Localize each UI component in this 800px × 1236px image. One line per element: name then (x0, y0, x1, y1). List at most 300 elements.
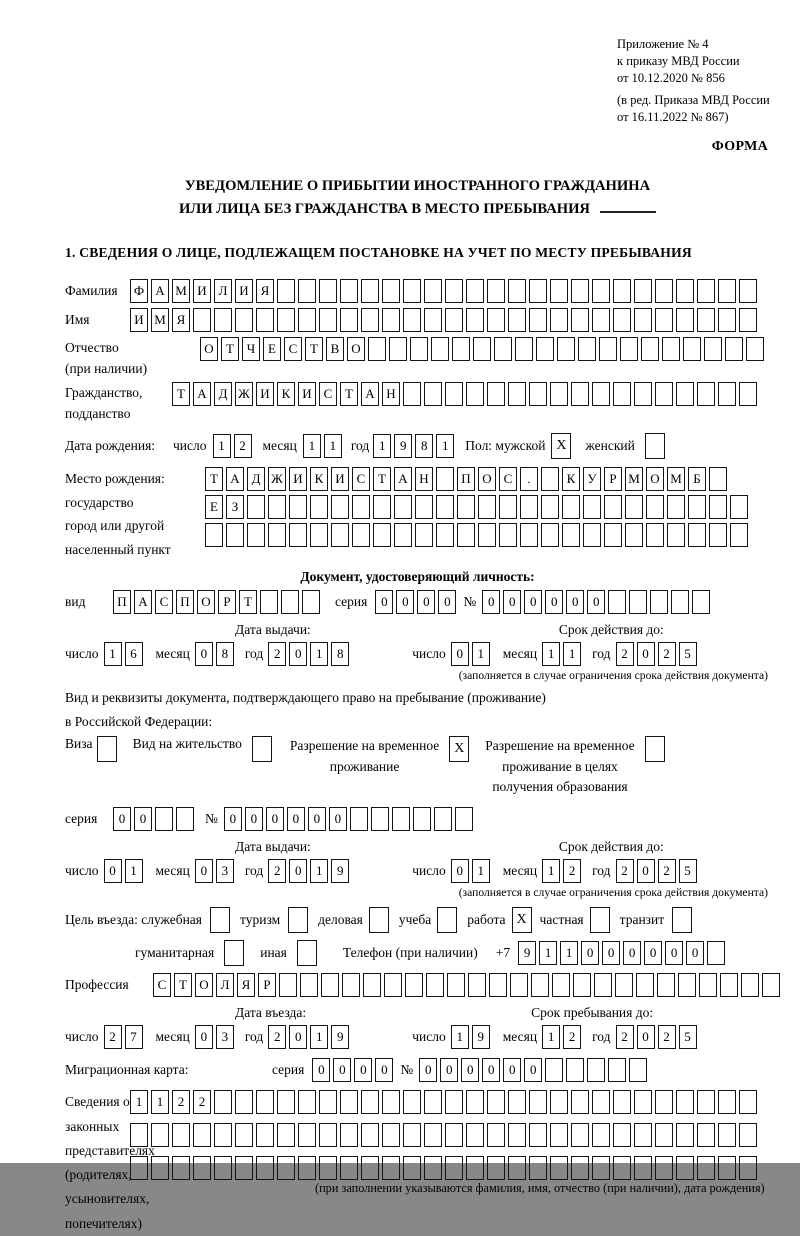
char-cell[interactable] (613, 308, 631, 332)
char-cell[interactable] (529, 1090, 547, 1114)
char-cell[interactable]: 0 (195, 859, 213, 883)
char-cell[interactable] (193, 308, 211, 332)
char-cell[interactable]: 8 (331, 642, 349, 666)
char-cell[interactable] (193, 1156, 211, 1180)
char-cell[interactable]: 0 (396, 590, 414, 614)
char-cell[interactable] (235, 1090, 253, 1114)
char-cell[interactable]: Д (247, 467, 265, 491)
char-cell[interactable]: 2 (658, 1025, 676, 1049)
char-cell[interactable]: 0 (602, 941, 620, 965)
char-cell[interactable] (692, 590, 710, 614)
char-cell[interactable] (730, 523, 748, 547)
char-cell[interactable]: Т (172, 382, 190, 406)
char-cell[interactable] (352, 523, 370, 547)
char-cell[interactable] (371, 807, 389, 831)
char-cell[interactable] (321, 973, 339, 997)
char-cell[interactable]: 1 (104, 642, 122, 666)
char-cell[interactable] (613, 279, 631, 303)
char-cell[interactable] (707, 941, 725, 965)
char-cell[interactable] (709, 495, 727, 519)
char-cell[interactable] (571, 1090, 589, 1114)
char-cell[interactable]: 7 (125, 1025, 143, 1049)
char-cell[interactable]: 0 (224, 807, 242, 831)
char-cell[interactable] (457, 495, 475, 519)
char-cell[interactable]: 0 (266, 807, 284, 831)
char-cell[interactable]: П (457, 467, 475, 491)
char-cell[interactable] (392, 807, 410, 831)
char-cell[interactable] (445, 279, 463, 303)
char-cell[interactable]: 2 (563, 1025, 581, 1049)
char-cell[interactable]: 1 (539, 941, 557, 965)
char-cell[interactable] (508, 308, 526, 332)
char-cell[interactable] (172, 1123, 190, 1147)
char-cell[interactable] (279, 973, 297, 997)
char-cell[interactable] (424, 1090, 442, 1114)
residence-checkbox[interactable] (252, 736, 272, 762)
char-cell[interactable]: 2 (658, 642, 676, 666)
char-cell[interactable]: Т (340, 382, 358, 406)
char-cell[interactable] (319, 1156, 337, 1180)
char-cell[interactable]: 1 (542, 642, 560, 666)
char-cell[interactable] (520, 495, 538, 519)
char-cell[interactable] (562, 495, 580, 519)
char-cell[interactable] (487, 308, 505, 332)
char-cell[interactable]: Е (263, 337, 281, 361)
char-cell[interactable] (277, 1123, 295, 1147)
char-cell[interactable]: 2 (268, 859, 286, 883)
char-cell[interactable]: 0 (503, 1058, 521, 1082)
char-cell[interactable]: 1 (125, 859, 143, 883)
char-cell[interactable] (667, 523, 685, 547)
char-cell[interactable] (277, 308, 295, 332)
char-cell[interactable] (625, 523, 643, 547)
char-cell[interactable] (550, 1156, 568, 1180)
char-cell[interactable] (583, 495, 601, 519)
char-cell[interactable]: И (130, 308, 148, 332)
char-cell[interactable] (289, 523, 307, 547)
char-cell[interactable]: 9 (472, 1025, 490, 1049)
char-cell[interactable] (478, 495, 496, 519)
char-cell[interactable]: И (235, 279, 253, 303)
char-cell[interactable]: Т (174, 973, 192, 997)
char-cell[interactable] (613, 1156, 631, 1180)
char-cell[interactable]: 1 (542, 859, 560, 883)
char-cell[interactable]: 9 (331, 1025, 349, 1049)
char-cell[interactable] (550, 308, 568, 332)
female-checkbox[interactable] (645, 433, 665, 459)
char-cell[interactable] (573, 973, 591, 997)
char-cell[interactable]: Т (221, 337, 239, 361)
char-cell[interactable] (424, 308, 442, 332)
char-cell[interactable] (310, 523, 328, 547)
char-cell[interactable] (587, 1058, 605, 1082)
char-cell[interactable] (571, 1156, 589, 1180)
char-cell[interactable] (655, 308, 673, 332)
char-cell[interactable] (709, 467, 727, 491)
char-cell[interactable] (172, 1156, 190, 1180)
char-cell[interactable]: 0 (644, 941, 662, 965)
char-cell[interactable] (403, 1123, 421, 1147)
char-cell[interactable] (445, 1090, 463, 1114)
char-cell[interactable] (298, 308, 316, 332)
char-cell[interactable]: 2 (616, 859, 634, 883)
char-cell[interactable] (697, 1090, 715, 1114)
char-cell[interactable] (382, 1156, 400, 1180)
char-cell[interactable]: О (200, 337, 218, 361)
char-cell[interactable]: Е (205, 495, 223, 519)
char-cell[interactable] (413, 807, 431, 831)
char-cell[interactable] (739, 1123, 757, 1147)
male-checkbox[interactable]: X (551, 433, 571, 459)
char-cell[interactable]: Ж (235, 382, 253, 406)
char-cell[interactable] (445, 1156, 463, 1180)
char-cell[interactable] (415, 495, 433, 519)
char-cell[interactable]: 1 (563, 642, 581, 666)
char-cell[interactable] (671, 590, 689, 614)
char-cell[interactable]: К (562, 467, 580, 491)
char-cell[interactable]: 0 (134, 807, 152, 831)
char-cell[interactable] (447, 973, 465, 997)
char-cell[interactable] (676, 1090, 694, 1114)
char-cell[interactable] (688, 523, 706, 547)
char-cell[interactable] (599, 337, 617, 361)
char-cell[interactable] (352, 495, 370, 519)
char-cell[interactable] (739, 279, 757, 303)
char-cell[interactable] (340, 308, 358, 332)
char-cell[interactable]: 1 (151, 1090, 169, 1114)
char-cell[interactable]: А (394, 467, 412, 491)
char-cell[interactable]: 0 (482, 1058, 500, 1082)
char-cell[interactable] (634, 382, 652, 406)
char-cell[interactable]: 0 (665, 941, 683, 965)
char-cell[interactable]: 2 (104, 1025, 122, 1049)
char-cell[interactable]: С (319, 382, 337, 406)
char-cell[interactable] (340, 1090, 358, 1114)
char-cell[interactable] (319, 1090, 337, 1114)
char-cell[interactable]: 2 (268, 1025, 286, 1049)
char-cell[interactable] (298, 1090, 316, 1114)
char-cell[interactable] (531, 973, 549, 997)
char-cell[interactable]: 1 (373, 434, 391, 458)
char-cell[interactable]: Т (305, 337, 323, 361)
char-cell[interactable]: А (134, 590, 152, 614)
char-cell[interactable] (302, 590, 320, 614)
char-cell[interactable]: 0 (524, 590, 542, 614)
purpose-work-checkbox[interactable]: X (512, 907, 532, 933)
char-cell[interactable]: 0 (375, 590, 393, 614)
char-cell[interactable] (373, 495, 391, 519)
char-cell[interactable]: 0 (289, 642, 307, 666)
char-cell[interactable] (340, 279, 358, 303)
char-cell[interactable] (489, 973, 507, 997)
purpose-humanitarian-checkbox[interactable] (224, 940, 244, 966)
char-cell[interactable] (342, 973, 360, 997)
char-cell[interactable]: И (298, 382, 316, 406)
char-cell[interactable]: 0 (354, 1058, 372, 1082)
char-cell[interactable] (704, 337, 722, 361)
char-cell[interactable] (720, 973, 738, 997)
char-cell[interactable] (499, 495, 517, 519)
char-cell[interactable] (405, 973, 423, 997)
char-cell[interactable]: М (151, 308, 169, 332)
char-cell[interactable]: 0 (440, 1058, 458, 1082)
char-cell[interactable] (499, 523, 517, 547)
char-cell[interactable] (487, 1156, 505, 1180)
rvp-checkbox[interactable]: X (449, 736, 469, 762)
char-cell[interactable]: 0 (451, 859, 469, 883)
char-cell[interactable] (529, 308, 547, 332)
char-cell[interactable] (718, 382, 736, 406)
char-cell[interactable]: 1 (542, 1025, 560, 1049)
char-cell[interactable] (699, 973, 717, 997)
char-cell[interactable] (604, 523, 622, 547)
char-cell[interactable]: О (195, 973, 213, 997)
char-cell[interactable]: 3 (216, 859, 234, 883)
char-cell[interactable] (361, 308, 379, 332)
char-cell[interactable] (718, 1090, 736, 1114)
char-cell[interactable] (319, 308, 337, 332)
char-cell[interactable]: 0 (637, 859, 655, 883)
char-cell[interactable]: Т (373, 467, 391, 491)
char-cell[interactable] (331, 495, 349, 519)
char-cell[interactable]: 2 (172, 1090, 190, 1114)
char-cell[interactable] (676, 1123, 694, 1147)
char-cell[interactable]: 1 (310, 1025, 328, 1049)
char-cell[interactable] (361, 1156, 379, 1180)
char-cell[interactable] (298, 279, 316, 303)
char-cell[interactable] (403, 1156, 421, 1180)
char-cell[interactable] (277, 1156, 295, 1180)
char-cell[interactable] (646, 523, 664, 547)
char-cell[interactable]: 0 (312, 1058, 330, 1082)
char-cell[interactable] (508, 1123, 526, 1147)
char-cell[interactable]: Я (172, 308, 190, 332)
char-cell[interactable] (260, 590, 278, 614)
char-cell[interactable]: 5 (679, 1025, 697, 1049)
char-cell[interactable]: 1 (560, 941, 578, 965)
char-cell[interactable] (592, 1156, 610, 1180)
char-cell[interactable]: 1 (310, 859, 328, 883)
char-cell[interactable]: 5 (679, 642, 697, 666)
char-cell[interactable]: С (352, 467, 370, 491)
char-cell[interactable] (434, 807, 452, 831)
char-cell[interactable] (697, 308, 715, 332)
char-cell[interactable] (529, 1156, 547, 1180)
char-cell[interactable] (571, 382, 589, 406)
char-cell[interactable]: 0 (245, 807, 263, 831)
char-cell[interactable] (214, 1090, 232, 1114)
char-cell[interactable] (455, 807, 473, 831)
char-cell[interactable] (298, 1156, 316, 1180)
char-cell[interactable] (424, 279, 442, 303)
char-cell[interactable]: 3 (216, 1025, 234, 1049)
char-cell[interactable] (384, 973, 402, 997)
char-cell[interactable] (697, 279, 715, 303)
char-cell[interactable]: Ж (268, 467, 286, 491)
char-cell[interactable] (541, 495, 559, 519)
char-cell[interactable] (510, 973, 528, 997)
char-cell[interactable] (739, 382, 757, 406)
char-cell[interactable] (571, 279, 589, 303)
char-cell[interactable] (741, 973, 759, 997)
char-cell[interactable] (373, 523, 391, 547)
char-cell[interactable] (667, 495, 685, 519)
char-cell[interactable] (604, 495, 622, 519)
char-cell[interactable] (394, 495, 412, 519)
char-cell[interactable]: М (667, 467, 685, 491)
char-cell[interactable] (487, 1123, 505, 1147)
char-cell[interactable] (176, 807, 194, 831)
char-cell[interactable]: 9 (394, 434, 412, 458)
char-cell[interactable] (613, 1090, 631, 1114)
char-cell[interactable] (130, 1156, 148, 1180)
char-cell[interactable] (529, 1123, 547, 1147)
char-cell[interactable] (235, 1123, 253, 1147)
char-cell[interactable]: 1 (472, 642, 490, 666)
char-cell[interactable] (268, 523, 286, 547)
char-cell[interactable] (247, 495, 265, 519)
char-cell[interactable] (739, 308, 757, 332)
char-cell[interactable] (382, 279, 400, 303)
char-cell[interactable] (718, 279, 736, 303)
char-cell[interactable] (550, 382, 568, 406)
char-cell[interactable] (403, 382, 421, 406)
char-cell[interactable] (487, 279, 505, 303)
char-cell[interactable]: Л (214, 279, 232, 303)
char-cell[interactable] (256, 308, 274, 332)
char-cell[interactable]: 2 (234, 434, 252, 458)
char-cell[interactable]: 0 (545, 590, 563, 614)
char-cell[interactable] (361, 1090, 379, 1114)
char-cell[interactable]: Я (237, 973, 255, 997)
char-cell[interactable] (508, 382, 526, 406)
char-cell[interactable] (382, 308, 400, 332)
char-cell[interactable] (520, 523, 538, 547)
char-cell[interactable]: Р (604, 467, 622, 491)
char-cell[interactable] (436, 467, 454, 491)
char-cell[interactable] (382, 1090, 400, 1114)
char-cell[interactable] (426, 973, 444, 997)
char-cell[interactable]: 0 (581, 941, 599, 965)
char-cell[interactable] (361, 279, 379, 303)
char-cell[interactable] (557, 337, 575, 361)
char-cell[interactable] (436, 495, 454, 519)
char-cell[interactable] (508, 279, 526, 303)
char-cell[interactable]: 1 (303, 434, 321, 458)
char-cell[interactable] (256, 1090, 274, 1114)
char-cell[interactable]: П (176, 590, 194, 614)
char-cell[interactable] (613, 1123, 631, 1147)
char-cell[interactable]: О (347, 337, 365, 361)
char-cell[interactable] (403, 279, 421, 303)
char-cell[interactable]: 9 (331, 859, 349, 883)
char-cell[interactable]: 2 (268, 642, 286, 666)
char-cell[interactable] (594, 973, 612, 997)
char-cell[interactable]: У (583, 467, 601, 491)
char-cell[interactable] (718, 308, 736, 332)
char-cell[interactable] (650, 590, 668, 614)
char-cell[interactable]: С (499, 467, 517, 491)
char-cell[interactable] (431, 337, 449, 361)
char-cell[interactable]: 2 (658, 859, 676, 883)
char-cell[interactable]: Т (205, 467, 223, 491)
char-cell[interactable] (468, 973, 486, 997)
char-cell[interactable] (629, 590, 647, 614)
char-cell[interactable]: 0 (419, 1058, 437, 1082)
char-cell[interactable] (340, 1156, 358, 1180)
char-cell[interactable] (247, 523, 265, 547)
char-cell[interactable]: 0 (287, 807, 305, 831)
char-cell[interactable]: 1 (310, 642, 328, 666)
char-cell[interactable] (368, 337, 386, 361)
char-cell[interactable] (718, 1156, 736, 1180)
char-cell[interactable]: 2 (616, 1025, 634, 1049)
char-cell[interactable] (592, 279, 610, 303)
char-cell[interactable] (350, 807, 368, 831)
char-cell[interactable]: 2 (193, 1090, 211, 1114)
char-cell[interactable]: И (331, 467, 349, 491)
char-cell[interactable]: Н (382, 382, 400, 406)
char-cell[interactable]: 6 (125, 642, 143, 666)
char-cell[interactable]: 0 (686, 941, 704, 965)
char-cell[interactable]: М (625, 467, 643, 491)
char-cell[interactable] (662, 337, 680, 361)
char-cell[interactable]: 0 (566, 590, 584, 614)
char-cell[interactable]: С (284, 337, 302, 361)
char-cell[interactable] (155, 807, 173, 831)
char-cell[interactable]: В (326, 337, 344, 361)
char-cell[interactable]: 0 (451, 642, 469, 666)
char-cell[interactable] (634, 1123, 652, 1147)
char-cell[interactable]: 0 (113, 807, 131, 831)
char-cell[interactable] (739, 1156, 757, 1180)
char-cell[interactable]: С (155, 590, 173, 614)
char-cell[interactable]: 8 (216, 642, 234, 666)
char-cell[interactable]: А (193, 382, 211, 406)
char-cell[interactable] (592, 308, 610, 332)
char-cell[interactable]: 0 (524, 1058, 542, 1082)
char-cell[interactable]: 8 (415, 434, 433, 458)
char-cell[interactable] (403, 1090, 421, 1114)
char-cell[interactable] (466, 279, 484, 303)
char-cell[interactable] (424, 1156, 442, 1180)
char-cell[interactable] (256, 1123, 274, 1147)
char-cell[interactable]: 0 (461, 1058, 479, 1082)
char-cell[interactable] (550, 1090, 568, 1114)
char-cell[interactable] (205, 523, 223, 547)
char-cell[interactable] (235, 308, 253, 332)
char-cell[interactable] (529, 382, 547, 406)
char-cell[interactable] (382, 1123, 400, 1147)
char-cell[interactable]: 0 (289, 1025, 307, 1049)
char-cell[interactable] (571, 1123, 589, 1147)
char-cell[interactable] (683, 337, 701, 361)
char-cell[interactable] (277, 1090, 295, 1114)
char-cell[interactable] (466, 1090, 484, 1114)
char-cell[interactable] (634, 308, 652, 332)
char-cell[interactable] (541, 523, 559, 547)
char-cell[interactable] (445, 382, 463, 406)
char-cell[interactable] (592, 382, 610, 406)
char-cell[interactable]: П (113, 590, 131, 614)
char-cell[interactable] (592, 1090, 610, 1114)
char-cell[interactable] (151, 1123, 169, 1147)
char-cell[interactable] (552, 973, 570, 997)
char-cell[interactable] (697, 1156, 715, 1180)
visa-checkbox[interactable] (97, 736, 117, 762)
char-cell[interactable]: . (520, 467, 538, 491)
char-cell[interactable] (541, 467, 559, 491)
